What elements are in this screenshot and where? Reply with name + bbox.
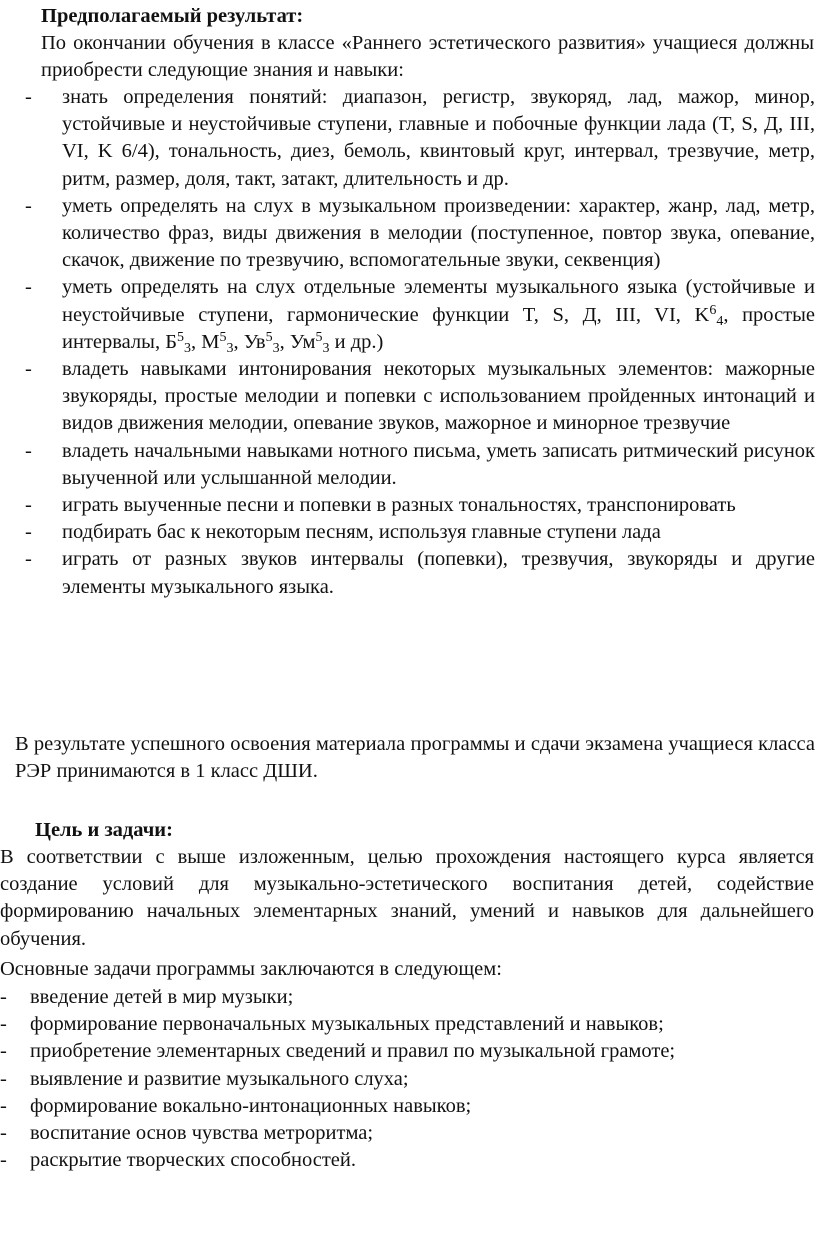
dash-bullet: -: [25, 276, 32, 299]
list-item-text: приобретение элементарных сведений и правил по музыкальной грамоте;: [30, 1040, 676, 1063]
list-item-text: владеть навыками интонирования некоторых музыкальных элементов: мажорные звукоряды, простые мелодии и попевки с использованием пройденных интонаций и видов движения мелодии, опевание звуков, мажорное и минорное трезвучие: [62, 358, 815, 435]
list-item: [0, 1120, 814, 1147]
list-item-text: играть от разных звуков интервалы (попевки), трезвучия, звукоряды и другие элементы музыкального языка.: [62, 548, 815, 598]
dash-bullet: -: [0, 1067, 7, 1090]
list-item: [25, 193, 815, 275]
dash-bullet: -: [25, 358, 32, 381]
list-item-text: выявление и развитие музыкального слуха;: [30, 1067, 409, 1090]
list-item-text: формирование первоначальных музыкальных представлений и навыков;: [30, 1013, 664, 1036]
list-item: [25, 274, 815, 356]
list-item: [25, 492, 815, 519]
expected-result-list: [25, 84, 815, 601]
section-heading-goals: Цель и задачи:: [35, 819, 173, 841]
list-item: [0, 1066, 814, 1093]
list-item: [25, 438, 815, 492]
list-item-text: знать определения понятий: диапазон, регистр, звукоряд, лад, мажор, минор, устойчивые и неустойчивые ступени, главные и побочные функции лада (T, S, Д, III, VI, K 6/4), тональность, диез, бемоль, квинтовый круг, интервал, трезвучие, метр, ритм, размер, доля, такт, затакт, длительность и др.: [62, 86, 815, 190]
dash-bullet: -: [25, 194, 32, 217]
dash-bullet: -: [0, 1094, 7, 1117]
dash-bullet: -: [0, 986, 7, 1008]
list-item-text: играть выученные песни и попевки в разных тональностях, транспонировать: [62, 494, 736, 517]
dash-bullet: -: [0, 1040, 7, 1063]
list-item: [25, 84, 815, 193]
section-heading-expected-result: Предполагаемый результат:: [41, 5, 304, 27]
list-item: [25, 519, 815, 546]
goal-paragraph: В соответствии с выше изложенным, целью прохождения настоящего курса является создание условий для музыкально-эстетического воспитания детей, содействие формированию начальных элементарных знаний, умений и навыков для дальнейшего обучения.: [0, 846, 814, 950]
dash-bullet: -: [25, 521, 32, 544]
list-item: [0, 984, 814, 1011]
list-item: [0, 1011, 814, 1038]
list-item-text: раскрытие творческих способностей.: [30, 1149, 356, 1172]
dash-bullet: -: [25, 548, 32, 571]
list-item: [25, 356, 815, 438]
dash-bullet: -: [25, 439, 32, 462]
list-item: [0, 1093, 814, 1120]
list-item: [0, 1038, 814, 1065]
list-item: [25, 546, 815, 600]
dash-bullet: -: [0, 1013, 7, 1036]
list-item-text: владеть начальными навыками нотного письма, уметь записать ритмический рисунок выученной или услышанной мелодии.: [62, 439, 815, 489]
list-item-text: уметь определять на слух отдельные элементы музыкального языка (устойчивые и неустойчивые ступени, гармонические функции T, S, Д, III, VI, $K^6_4$, простые интервалы, $Б^5_3$, $М^5_3$, $Ув^5_3$, $Ум^5_3$ и др.): [62, 276, 816, 356]
list-item-text: уметь определять на слух в музыкальном произведении: характер, жанр, лад, метр, количество фраз, виды движения в мелодии (поступенное, повтор звука, опевание, скачок, движение по трезвучию, вспомогательные звуки, секвенция): [62, 194, 815, 272]
list-item-text: формирование вокально-интонационных навыков;: [30, 1094, 472, 1117]
dash-bullet: -: [0, 1122, 7, 1145]
tasks-intro: Основные задачи программы заключаются в следующем:: [0, 958, 502, 980]
dash-bullet: -: [25, 494, 32, 517]
list-item-text: подбирать бас к некоторым песням, используя главные ступени лада: [62, 521, 661, 544]
list-item-text: введение детей в мир музыки;: [30, 986, 294, 1008]
intro-paragraph: По окончании обучения в классе «Раннего эстетического развития» учащиеся должны приобрести следующие знания и навыки:: [41, 32, 814, 82]
list-item-text: воспитание основ чувства метроритма;: [30, 1122, 374, 1145]
list-item: [0, 1147, 814, 1174]
dash-bullet: -: [25, 86, 32, 108]
dash-bullet: -: [0, 1149, 7, 1172]
tasks-list: [0, 984, 814, 1174]
result-paragraph: В результате успешного освоения материала программы и сдачи экзамена учащиеся класса РЭР принимаются в 1 класс ДШИ.: [15, 733, 815, 783]
